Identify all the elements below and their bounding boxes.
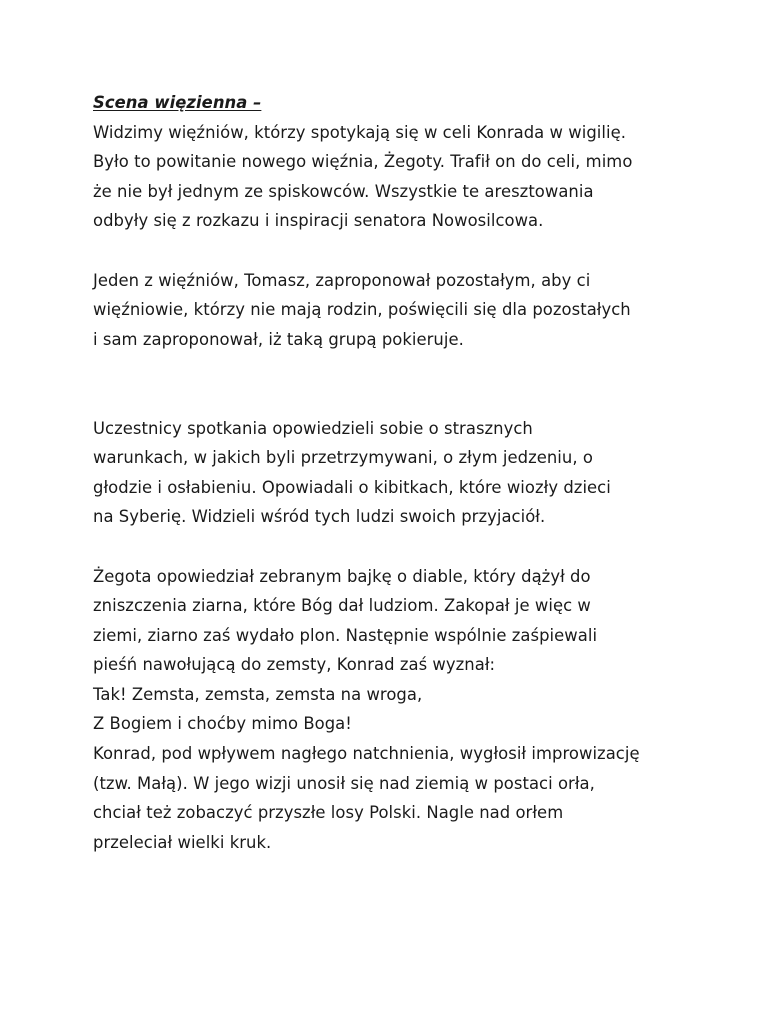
text-line: (tzw. Małą). W jego wizji unosił się nad ziemią w postaci orła, [93, 773, 595, 793]
paragraph-spacer [93, 236, 693, 266]
document-body [93, 88, 693, 857]
text-line: Było to powitanie nowego więźnia, Żegoty. Trafił on do celi, mimo [93, 152, 633, 172]
text-line: Widzimy więźniów, którzy spotykają się w celi Konrada w wigilię. [93, 122, 626, 142]
text-line: na Syberię. Widzieli wśród tych ludzi swoich przyjaciół. [93, 507, 546, 527]
text-line: odbyły się z rozkazu i inspiracji senatora Nowosilcowa. [93, 211, 544, 231]
text-line: Uczestnicy spotkania opowiedzieli sobie o strasznych [93, 418, 533, 438]
text-line: że nie był jednym ze spiskowców. Wszystkie te aresztowania [93, 181, 594, 201]
text-line: Konrad, pod wpływem nagłego natchnienia, wygłosił improwizację [93, 744, 640, 764]
text-line: chciał też zobaczyć przyszłe losy Polski. Nagle nad orłem [93, 803, 564, 823]
paragraph-1 [93, 118, 693, 236]
text-line: zniszczenia ziarna, które Bóg dał ludziom. Zakopał je więc w [93, 596, 591, 616]
paragraph-spacer [93, 532, 693, 562]
paragraph-2 [93, 266, 693, 355]
quote-line: Z Bogiem i choćby mimo Boga! [93, 714, 352, 734]
text-line: przeleciał wielki kruk. [93, 832, 272, 852]
section-heading: Scena więzienna – [93, 93, 262, 112]
text-line: głodzie i osłabieniu. Opowiadali o kibitkach, które wiozły dzieci [93, 477, 611, 497]
text-line: pieśń nawołującą do zemsty, Konrad zaś wyznał: [93, 655, 496, 675]
quote-line: Tak! Zemsta, zemsta, zemsta na wroga, [93, 684, 423, 704]
text-line: Żegota opowiedział zebranym bajkę o diable, który dążył do [93, 566, 591, 586]
text-line: ziemi, ziarno zaś wydało plon. Następnie wspólnie zaśpiewali [93, 625, 598, 645]
paragraph-spacer [93, 354, 693, 413]
text-line: warunkach, w jakich byli przetrzymywani, o złym jedzeniu, o [93, 448, 593, 468]
paragraph-3 [93, 414, 693, 532]
text-line: więźniowie, którzy nie mają rodzin, poświęcili się dla pozostałych [93, 300, 631, 320]
paragraph-4 [93, 562, 693, 858]
text-line: i sam zaproponował, iż taką grupą pokieruje. [93, 329, 464, 349]
text-line: Jeden z więźniów, Tomasz, zaproponował pozostałym, aby ci [93, 270, 591, 290]
